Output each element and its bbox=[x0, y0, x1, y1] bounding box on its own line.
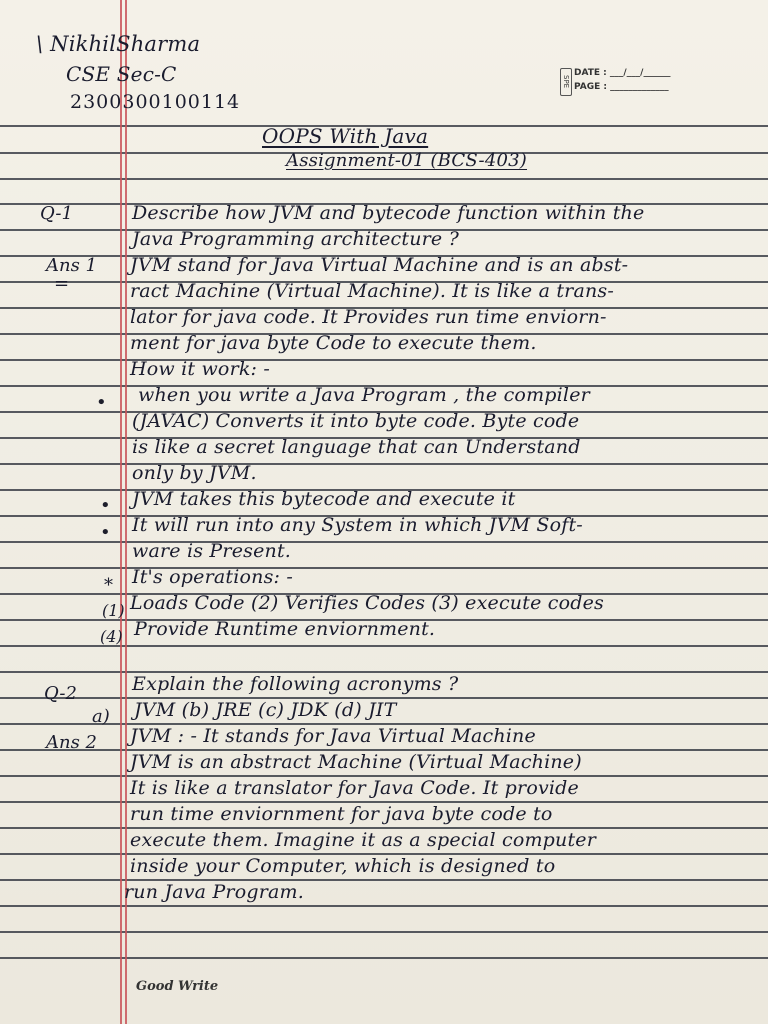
text-line: run Java Program. bbox=[124, 881, 304, 903]
operations-star: * bbox=[104, 575, 113, 596]
text-line: It is like a translator for Java Code. It provide bbox=[130, 777, 579, 799]
text-line: JVM stand for Java Virtual Machine and is an abst- bbox=[130, 254, 629, 276]
question-2-a-label: a) bbox=[92, 706, 110, 727]
text-line: Loads Code (2) Verifies Codes (3) execute codes bbox=[130, 592, 604, 614]
text-line: execute them. Imagine it as a special computer bbox=[130, 829, 597, 851]
bullet-point: • bbox=[100, 522, 111, 543]
answer-1-label: Ans 1 bbox=[46, 255, 98, 276]
ruled-line bbox=[0, 567, 768, 569]
text-line: Provide Runtime enviornment. bbox=[134, 618, 436, 640]
text-line: ment for java byte Code to execute them. bbox=[130, 332, 537, 354]
text-line: ract Machine (Virtual Machine). It is like a trans- bbox=[130, 280, 614, 302]
bullet-point: • bbox=[96, 392, 107, 413]
text-line: is like a secret language that can Understand bbox=[132, 436, 581, 458]
text-line: only by JVM. bbox=[132, 462, 257, 484]
notebook-brand: Good Write bbox=[136, 979, 219, 994]
text-line: Describe how JVM and bytecode function within the bbox=[132, 202, 645, 224]
student-roll: 2300300100114 bbox=[70, 91, 241, 113]
text-line: lator for java code. It Provides run time enviorn- bbox=[130, 306, 607, 328]
text-line: (JAVAC) Converts it into byte code. Byte code bbox=[132, 410, 580, 432]
text-line: JVM takes this bytecode and execute it bbox=[132, 488, 516, 510]
ruled-line bbox=[0, 178, 768, 180]
text-line: inside your Computer, which is designed to bbox=[130, 855, 556, 877]
page-field: PAGE : _____________ bbox=[574, 82, 669, 92]
bullet-point: • bbox=[100, 495, 111, 516]
text-line: when you write a Java Program , the compiler bbox=[138, 384, 590, 406]
question-2-label: Q-2 bbox=[44, 683, 77, 704]
ruled-line bbox=[0, 957, 768, 959]
answer-1-underline: = bbox=[54, 273, 70, 294]
ruled-line bbox=[0, 931, 768, 933]
text-line: Java Programming architecture ? bbox=[132, 228, 459, 250]
margin-line-right bbox=[125, 0, 127, 1024]
date-field: DATE : ___/___/______ bbox=[574, 68, 671, 78]
ruled-line bbox=[0, 463, 768, 465]
ruled-line bbox=[0, 905, 768, 907]
answer-2-label: Ans 2 bbox=[46, 732, 98, 753]
text-line: It's operations: - bbox=[132, 566, 294, 588]
list-marker-1: (1) bbox=[102, 601, 125, 620]
list-marker-4: (4) bbox=[100, 627, 123, 646]
text-line: How it work: - bbox=[130, 358, 271, 380]
ruled-line bbox=[0, 359, 768, 361]
text-line: It will run into any System in which JVM Soft- bbox=[132, 514, 583, 536]
text-line: run time enviornment for java byte code to bbox=[130, 803, 553, 825]
text-line: JVM is an abstract Machine (Virtual Machine) bbox=[130, 751, 582, 773]
page-subtitle: Assignment-01 (BCS-403) bbox=[286, 150, 528, 171]
text-line: JVM : - It stands for Java Virtual Machine bbox=[130, 725, 536, 747]
text-line: JVM (b) JRE (c) JDK (d) JIT bbox=[134, 699, 397, 721]
ruled-line bbox=[0, 541, 768, 543]
notebook-logo: SPE bbox=[560, 68, 572, 96]
margin-line-left bbox=[120, 0, 122, 1024]
page-title: OOPS With Java bbox=[262, 124, 429, 148]
ruled-line bbox=[0, 879, 768, 881]
text-line: ware is Present. bbox=[132, 540, 292, 562]
question-1-label: Q-1 bbox=[40, 203, 73, 224]
text-line: Explain the following acronyms ? bbox=[132, 673, 459, 695]
student-name: \ NikhilSharma bbox=[36, 32, 201, 56]
student-section: CSE Sec-C bbox=[66, 62, 177, 86]
